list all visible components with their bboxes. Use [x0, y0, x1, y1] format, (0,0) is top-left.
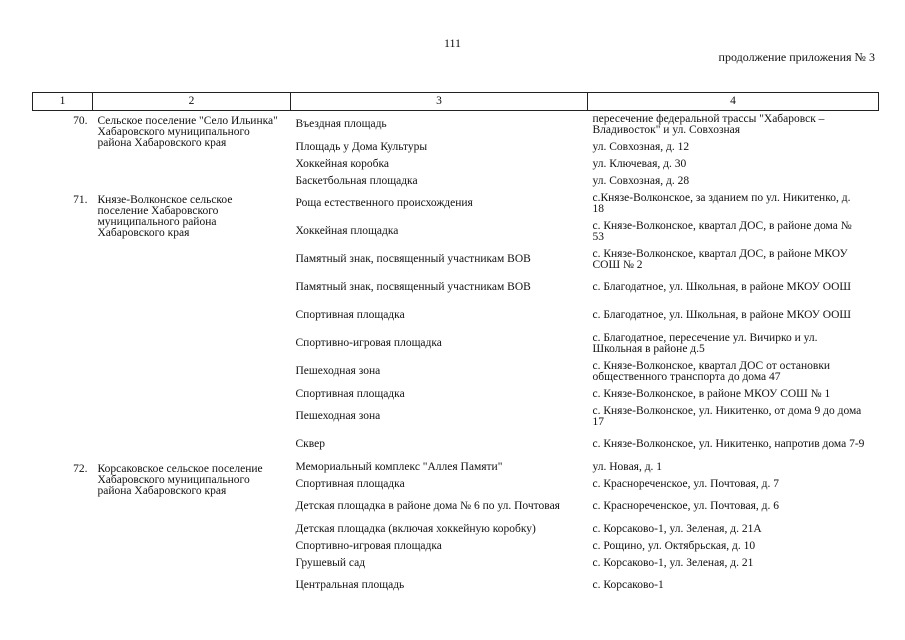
object-address: с. Князе-Волконское, ул. Никитенко, от дома 9 до дома 17	[592, 404, 862, 428]
object-address: ул. Ключевая, д. 30	[592, 157, 687, 170]
object-address: с.Князе-Волконское, за зданием по ул. Никитенко, д. 18	[592, 191, 851, 215]
object-address: с. Князе-Волконское, ул. Никитенко, напротив дома 7-9	[592, 438, 865, 450]
column-number-3: 3	[291, 93, 588, 111]
object-name: Пешеходная зона	[295, 365, 381, 377]
object-name: Въездная площадь	[295, 118, 387, 131]
object-address: с. Корсаково-1, ул. Зеленая, д. 21	[592, 556, 754, 569]
appendix-note: продолжение приложения № 3	[718, 50, 875, 64]
table-row	[33, 459, 879, 476]
row-number: 72.	[73, 462, 88, 475]
column-number-1: 1	[33, 93, 93, 111]
object-name: Роща естественного происхождения	[295, 197, 473, 209]
table-body	[33, 111, 879, 600]
object-address: ул. Новая, д. 1	[592, 460, 663, 473]
object-name: Памятный знак, посвященный участникам ВОВ	[295, 253, 531, 265]
object-name: Баскетбольная площадка	[295, 174, 418, 187]
object-name: Площадь у Дома Культуры	[295, 140, 428, 153]
object-name: Грушевый сад	[295, 556, 366, 569]
object-address: с. Корсаково-1, ул. Зеленая, д. 21А	[592, 522, 762, 535]
page-number: 111	[443, 36, 462, 50]
column-number-row	[33, 93, 879, 111]
object-name: Хоккейная площадка	[295, 225, 399, 237]
object-name: Пешеходная зона	[295, 410, 381, 422]
object-name: Хоккейная коробка	[295, 157, 390, 170]
table-row	[33, 190, 879, 218]
object-address: с. Благодатное, ул. Школьная, в районе МКОУ ООШ	[592, 281, 851, 293]
object-address: ул. Совхозная, д. 12	[592, 140, 690, 153]
column-number-4: 4	[588, 93, 879, 111]
object-name: Спортивно-игровая площадка	[295, 539, 442, 552]
object-name: Детская площадка в районе дома № 6 по ул. Почтовая	[295, 500, 560, 512]
object-address: пересечение федеральной трассы "Хабаровск – Владивосток" и ул. Совхозная	[592, 112, 825, 136]
object-name: Спортивная площадка	[295, 309, 405, 321]
object-address: с. Благодатное, ул. Школьная, в районе МКОУ ООШ	[592, 309, 851, 321]
object-name: Спортивная площадка	[295, 477, 405, 490]
column-number-2: 2	[93, 93, 291, 111]
row-number: 71.	[73, 193, 88, 206]
object-address: ул. Совхозная, д. 28	[592, 174, 690, 187]
object-address: с. Корсаково-1	[592, 579, 664, 591]
object-name: Центральная площадь	[295, 579, 405, 591]
object-address: с. Краснореченское, ул. Почтовая, д. 6	[592, 500, 780, 512]
objects-table	[32, 92, 879, 600]
object-address: с. Благодатное, пересечение ул. Вичирко и ул. Школьная в районе д.5	[592, 331, 818, 355]
row-number: 70.	[73, 115, 88, 127]
object-address: с. Князе-Волконское, в районе МКОУ СОШ № 1	[592, 387, 831, 400]
object-name: Детская площадка (включая хоккейную коробку)	[295, 522, 536, 535]
table-row	[33, 111, 879, 139]
object-name: Мемориальный комплекс "Аллея Памяти"	[295, 460, 503, 473]
object-address: с. Князе-Волконское, квартал ДОС, в районе МКОУ СОШ № 2	[592, 247, 848, 271]
object-address: с. Краснореченское, ул. Почтовая, д. 7	[592, 477, 780, 490]
object-address: с. Князе-Волконское, квартал ДОС, в районе дома № 53	[592, 219, 852, 243]
settlement-name: Корсаковское сельское поселение Хабаровского муниципального района Хабаровского края	[97, 462, 263, 497]
object-address: с. Рощино, ул. Октябрьская, д. 10	[592, 539, 756, 552]
settlement-name: Князе-Волконское сельское поселение Хабаровского муниципального района Хабаровского края	[97, 193, 233, 239]
object-address: с. Князе-Волконское, квартал ДОС от остановки общественного транспорта до дома 47	[592, 359, 831, 383]
object-name: Памятный знак, посвященный участникам ВОВ	[295, 281, 531, 293]
object-name: Спортивно-игровая площадка	[295, 337, 442, 349]
settlement-name: Сельское поселение "Село Ильинка" Хабаровского муниципального района Хабаровского края	[97, 115, 278, 149]
object-name: Сквер	[295, 438, 325, 450]
object-name: Спортивная площадка	[295, 387, 405, 400]
